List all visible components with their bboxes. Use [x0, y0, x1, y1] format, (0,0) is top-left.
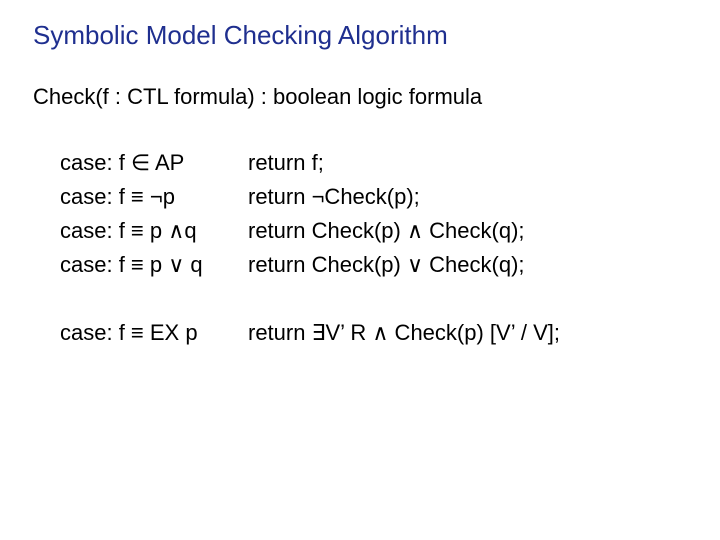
case-result-ap: return f; — [248, 150, 324, 175]
function-signature: Check(f : CTL formula) : boolean logic formula — [33, 84, 483, 109]
case-result-or: return Check(p) ∨ Check(q); — [248, 252, 525, 277]
case-condition-and: case: f ≡ p ∧q — [60, 218, 197, 243]
case-result-not: return ¬Check(p); — [248, 184, 420, 209]
case-result-ex: return ∃V’ R ∧ Check(p) [V’ / V]; — [248, 320, 561, 345]
case-result-and: return Check(p) ∧ Check(q); — [248, 218, 525, 243]
slide-title: Symbolic Model Checking Algorithm — [33, 20, 448, 50]
case-condition-ap: case: f ∈ AP — [60, 150, 185, 175]
case-condition-ex: case: f ≡ EX p — [60, 320, 198, 345]
case-condition-or: case: f ≡ p ∨ q — [60, 252, 203, 277]
case-condition-not: case: f ≡ ¬p — [60, 184, 175, 209]
